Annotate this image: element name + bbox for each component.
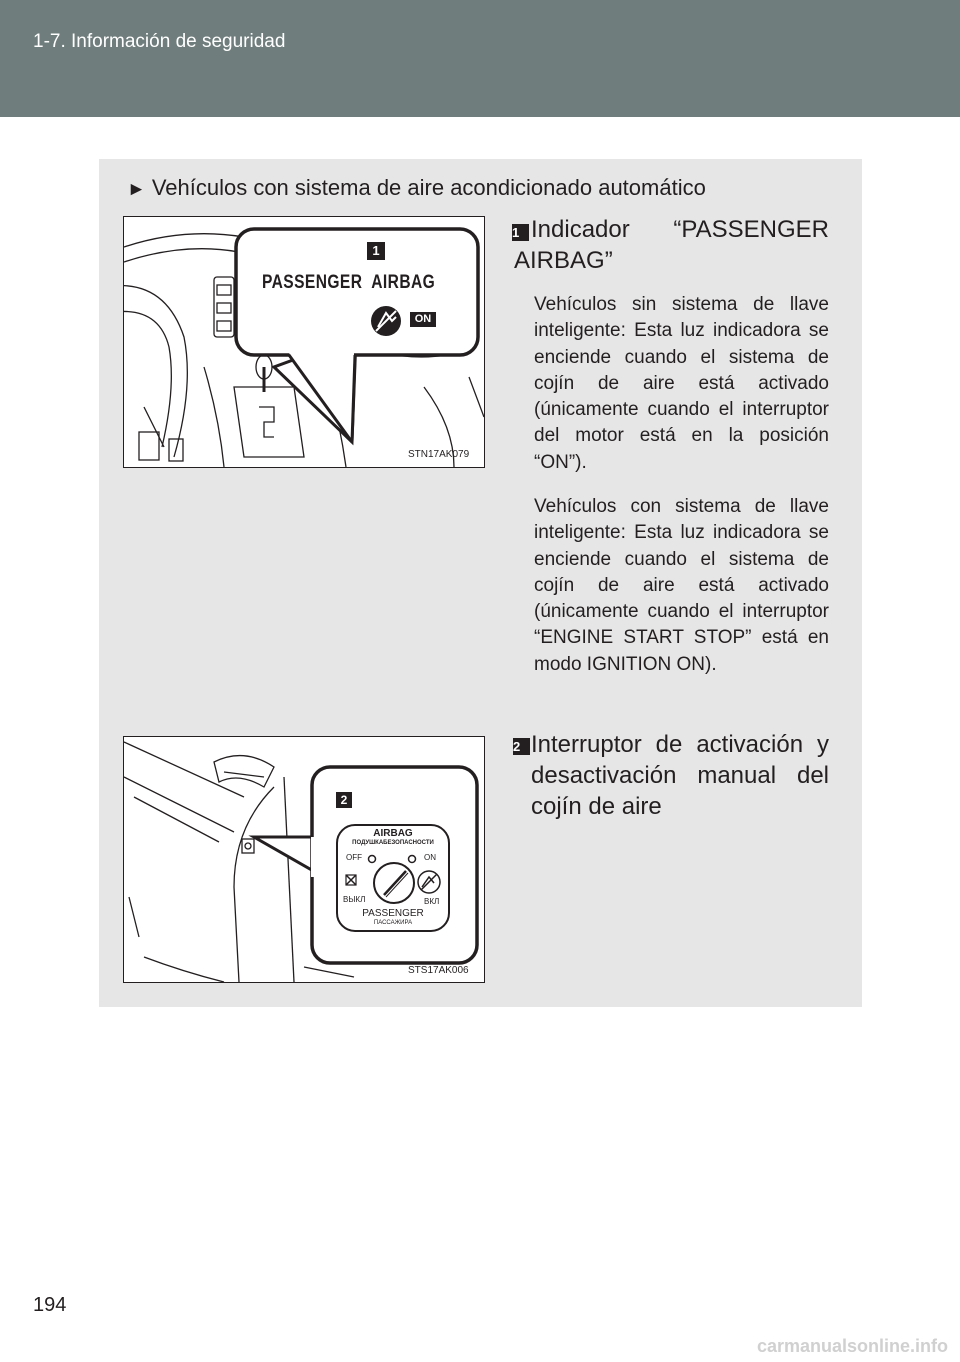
figure-code: STN17AK079 (408, 449, 470, 460)
page-number: 194 (33, 1294, 67, 1316)
number-badge-icon: 2 (513, 738, 530, 755)
fig1-callout-number: 1 (372, 243, 380, 258)
switch-passenger-label: PASSENGER (362, 908, 424, 919)
page-header (0, 0, 960, 117)
switch-passenger-ru-label: ПАССАЖИРА (373, 920, 413, 926)
figure-airbag-manual-switch (123, 736, 485, 983)
triangle-right-icon: ► (127, 179, 146, 200)
watermark: carmanualsonline.info (756, 1336, 948, 1356)
switch-off-label: OFF (346, 853, 362, 862)
item-2-title-text: Interruptor de activación y desactivación manual del cojín de aire (531, 731, 829, 820)
figure-passenger-airbag-indicator (123, 216, 485, 468)
item-1-title (514, 214, 829, 276)
switch-on-label: ON (424, 853, 436, 862)
switch-on-ru-label: ВКЛ (424, 897, 440, 906)
item-1-paragraph-2: Vehículos con sistema de llave inteligente: Esta luz indicadora se enciende cuando el sistema de cojín de aire está activado (únicamente cuando el interruptor “ENGINE START STOP” está en modo IGNITION ON). (534, 496, 829, 675)
number-badge-icon: 1 (512, 224, 529, 241)
dashboard-illustration (124, 217, 484, 467)
indicator-text: PASSENGER AIRBAG (262, 272, 436, 293)
switch-off-ru-label: ВЫКЛ (343, 895, 366, 904)
item-1-paragraph-1: Vehículos sin sistema de llave inteligente: Esta luz indicadora se enciende cuando el sistema de cojín de aire está activado (únicamente cuando el interruptor del motor está en la posición “ON”). (534, 294, 829, 473)
switch-airbag-ru-label: ПОДУШКАБЕЗОПАСНОСТИ (352, 840, 434, 846)
item-2-title (513, 729, 829, 822)
condition-text: Vehículos con sistema de aire acondicionado automático (151, 175, 706, 200)
item-1-title-text: Indicador “PASSENGER AIRBAG” (514, 216, 829, 274)
figure-code: STS17AK006 (408, 965, 469, 976)
switch-airbag-label: AIRBAG (373, 828, 413, 839)
section-title: 1-7. Información de seguridad (33, 31, 286, 52)
fig2-callout-number: 2 (340, 793, 348, 807)
key-slot-icon (374, 863, 414, 903)
condition-line (127, 173, 706, 205)
on-label: ON (414, 313, 432, 325)
